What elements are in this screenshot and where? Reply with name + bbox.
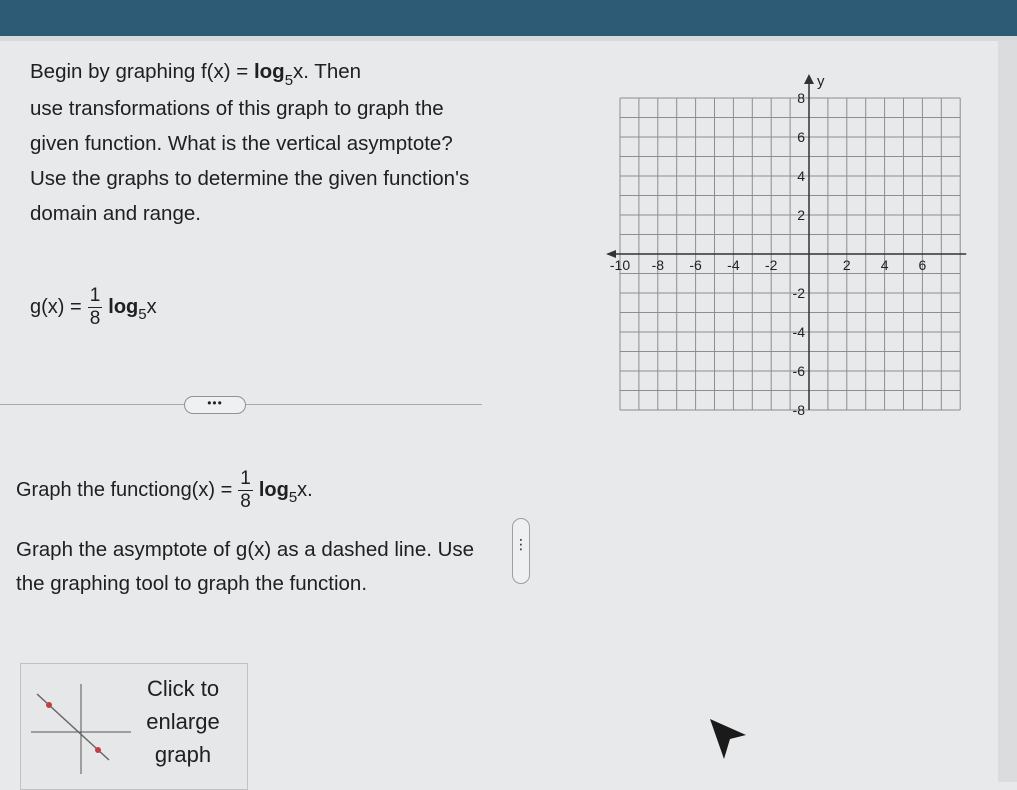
y-tick-label: 6	[797, 129, 805, 145]
x-tick-label: -8	[651, 257, 665, 273]
fraction-numerator: 1	[240, 468, 251, 489]
log-word: log	[108, 296, 139, 318]
top-bar-edge	[0, 36, 1017, 41]
top-bar	[0, 0, 1017, 40]
g-prefix: g(x) =	[30, 296, 82, 318]
enlarge-graph-label: Click to enlarge graph	[146, 676, 220, 767]
log-word: log	[253, 60, 285, 83]
reference-graph	[598, 44, 978, 418]
instruction-graph-function	[16, 468, 313, 513]
problem-statement	[30, 54, 470, 231]
log-var: x.	[297, 479, 313, 501]
log-base: 5	[284, 72, 294, 89]
log-word: log	[258, 479, 289, 501]
fraction-denominator: 8	[89, 308, 101, 329]
y-axis-label: y	[817, 73, 825, 90]
y-tick-label: -4	[792, 324, 805, 340]
intro-rest: use transformations of this graph to graph the given function. What is the vertical asymptote? Use the graphs to determine the given function's domain and range.	[30, 97, 470, 225]
panel-resize-handle[interactable]: ⋮	[512, 518, 530, 584]
y-axis-arrow	[804, 74, 814, 84]
mouse-cursor-icon	[706, 715, 750, 767]
y-tick-label: 2	[797, 207, 805, 223]
fraction	[238, 468, 253, 513]
fraction-numerator: 1	[89, 285, 101, 306]
x-tick-label: 4	[880, 257, 889, 273]
y-tick-label: 8	[797, 90, 805, 106]
y-tick-label: -8	[792, 402, 805, 418]
right-scroll-panel	[998, 40, 1017, 782]
y-tick-label: -2	[792, 285, 805, 301]
graph-thumbnail-icon	[31, 674, 131, 774]
fraction	[88, 285, 103, 330]
fraction-denominator: 8	[240, 491, 251, 512]
graph-svg	[598, 44, 978, 418]
x-tick-label: 6	[918, 257, 927, 273]
log-base: 5	[288, 489, 298, 506]
intro-suffix: . Then	[303, 60, 362, 83]
x-tick-label: -10	[609, 257, 631, 273]
more-button[interactable]: •••	[184, 396, 246, 414]
x-tick-label: -6	[689, 257, 702, 273]
intro-prefix: Begin by graphing	[30, 60, 201, 83]
given-function-equation	[30, 285, 157, 330]
log-base: 5	[138, 306, 147, 323]
enlarge-graph-button[interactable]	[20, 663, 248, 790]
x-tick-label: -2	[764, 257, 778, 273]
instruction-prefix: Graph the function	[16, 479, 181, 501]
y-tick-label: 4	[797, 168, 805, 184]
log-var: x	[293, 60, 304, 83]
x-tick-label: 2	[842, 257, 851, 273]
f-prefix: f(x) =	[200, 60, 254, 83]
instruction-asymptote: Graph the asymptote of g(x) as a dashed line. Use the graphing tool to graph the function.	[16, 538, 475, 595]
x-tick-label: -4	[727, 257, 740, 273]
g-prefix: g(x) =	[180, 479, 233, 501]
y-tick-label: -6	[792, 363, 805, 379]
log-var: x	[146, 296, 157, 318]
